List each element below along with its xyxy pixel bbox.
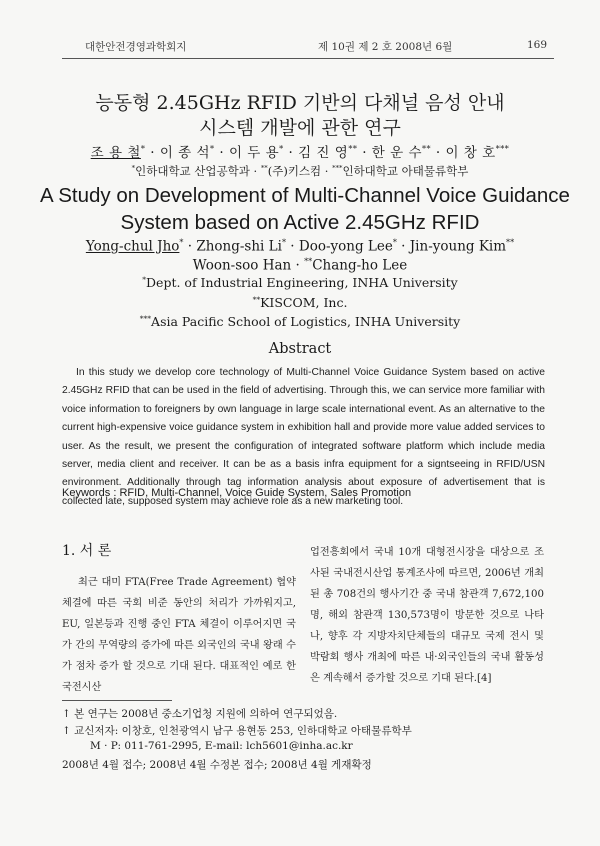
author-name: Yong-chul Jho	[85, 238, 180, 255]
author-name: Chang-ho Lee	[312, 257, 408, 274]
author-name: 이 두 용	[228, 145, 280, 161]
abstract-heading: Abstract	[268, 341, 332, 357]
footnote-contact: M · P: 011-761-2995, E-mail: lch5601@inha.ac.kr	[90, 740, 353, 752]
affiliation-mark: ***	[332, 164, 343, 173]
author-mark: *	[281, 237, 286, 247]
author-name: Jin-young Kim	[409, 238, 507, 255]
keywords: Keywords : RFID, Multi-Channel, Voice Guide System, Sales Promotion	[62, 487, 412, 499]
affiliation-english-2: **KISCOM, Inc.	[252, 295, 348, 311]
section-heading: 1. 서 론	[62, 543, 112, 559]
author-mark: *	[140, 143, 146, 154]
author-mark: *	[179, 237, 184, 247]
affiliations-korean: *인하대학교 산업공학과 · **(주)키스컴 · ***인하대학교 아태물류학부	[131, 164, 469, 178]
affiliation-mark: *	[131, 164, 136, 173]
footnote-rule	[62, 700, 172, 701]
body-column-left: 최근 대미 FTA(Free Trade Agreement) 협약 체결에 따른 국회 비준 동안의 처리가 가까워지고, EU, 일본등과 진행 중인 FTA 체결이 이루어지면 국가 간의 무역량의 증가에 따른 외국인의 국내 왕래 수가 점차 증가 할 것으로 기대 된다. 대표적인 예로 한국전시산	[62, 577, 296, 693]
abstract-body: In this study we develop core technology of Multi-Channel Voice Guidance System based on active 2.45GHz RFID that can be used in the field of advertising. Through this, we can service more familiar with voice information to foreigners by own language in large scale international event. As an alternative to the current high-expensive voice guidance system in exhibition hall and provide more value added services to user. As the result, we present the configuration of integrated software platform which include media server, media client and receiver. It can be as a basis infra equipment for a signtseeing in RFID/USN environment. Additionally through tag information analysis about exposure of advertisement that is collected late, supposed system may achieve role as a new marketing tool.	[62, 367, 545, 507]
title-korean-line2: 시스템 개발에 관한 연구	[199, 117, 401, 139]
author-name: 조 용 철	[90, 145, 141, 161]
affiliation-english-3: ***Asia Pacific School of Logistics, INHA University	[139, 314, 461, 330]
affiliation-english-1: *Dept. of Industrial Engineering, INHA University	[142, 275, 458, 291]
title-english-line1: A Study on Development of Multi-Channel Voice Guidance	[40, 184, 570, 207]
author-mark: **	[422, 143, 432, 154]
title-korean-line1: 능동형 2.45GHz RFID 기반의 다채널 음성 안내	[95, 92, 505, 114]
author-name: 김 진 영	[298, 145, 349, 161]
author-mark: **	[506, 237, 515, 247]
author-mark: ***	[495, 143, 510, 154]
authors-korean: 조 용 철* · 이 종 석* · 이 두 용* · 김 진 영** · 한 운 수** · 이 창 호***	[90, 143, 510, 161]
footnote-funding: ↑ 본 연구는 2008년 중소기업청 지원에 의하여 연구되었음.	[62, 708, 338, 720]
author-name: Zhong-shi Li	[196, 238, 282, 255]
author-mark: *	[392, 237, 397, 247]
affiliation-name: 인하대학교 산업공학과	[135, 164, 250, 178]
footnote-dates: 2008년 4월 접수; 2008년 4월 수정본 접수; 2008년 4월 게재확정	[62, 759, 372, 771]
authors-english-line2: Woon-soo Han · **Chang-ho Lee	[192, 256, 408, 274]
author-name: 이 창 호	[445, 145, 496, 161]
title-english-line2: System based on Active 2.45GHz RFID	[120, 211, 480, 234]
author-name: Woon-soo Han	[192, 257, 292, 274]
page-number: 169	[527, 39, 548, 51]
affiliation-name: 인하대학교 아태물류학부	[342, 164, 469, 178]
affiliation-mark: **	[260, 164, 268, 173]
footnote-corresponding-author: ↑ 교신저자: 이창호, 인천광역시 남구 용현동 253, 인하대학교 아태물류학부	[62, 725, 412, 737]
authors-english-line1: Yong-chul Jho* · Zhong-shi Li* · Doo-yong Lee* · Jin-young Kim**	[85, 237, 515, 255]
author-name: 한 운 수	[371, 145, 422, 161]
affiliation-name: (주)키스컴	[267, 164, 322, 178]
author-name: 이 종 석	[159, 145, 211, 161]
author-mark: *	[210, 143, 215, 154]
author-mark: *	[279, 143, 284, 154]
author-name: Doo-yong Lee	[298, 238, 393, 255]
running-header-issue: 제 10권 제 2 호 2008년 6월	[318, 41, 453, 53]
running-header-journal: 대한안전경영과학회지	[85, 41, 187, 53]
header-rule	[62, 58, 554, 59]
body-column-right: 업전흥회에서 국내 10개 대형전시장을 대상으로 조사된 국내전시산업 통계조사에 따르면, 2006년 개최된 총 708건의 행사기간 중 국내 참관객 7,672,100명, 해외 참관객 130,573명이 방문한 것으로 나타나, 향후 각 지방자치단체들의 대규모 국제 전시 및 박람회 행사 개최에 따른 내·외국인들의 국내 활동성은 계속해서 증가할 것으로 기대 된다.[4]	[310, 547, 544, 684]
author-mark: **	[304, 256, 313, 266]
author-mark: **	[348, 143, 358, 154]
